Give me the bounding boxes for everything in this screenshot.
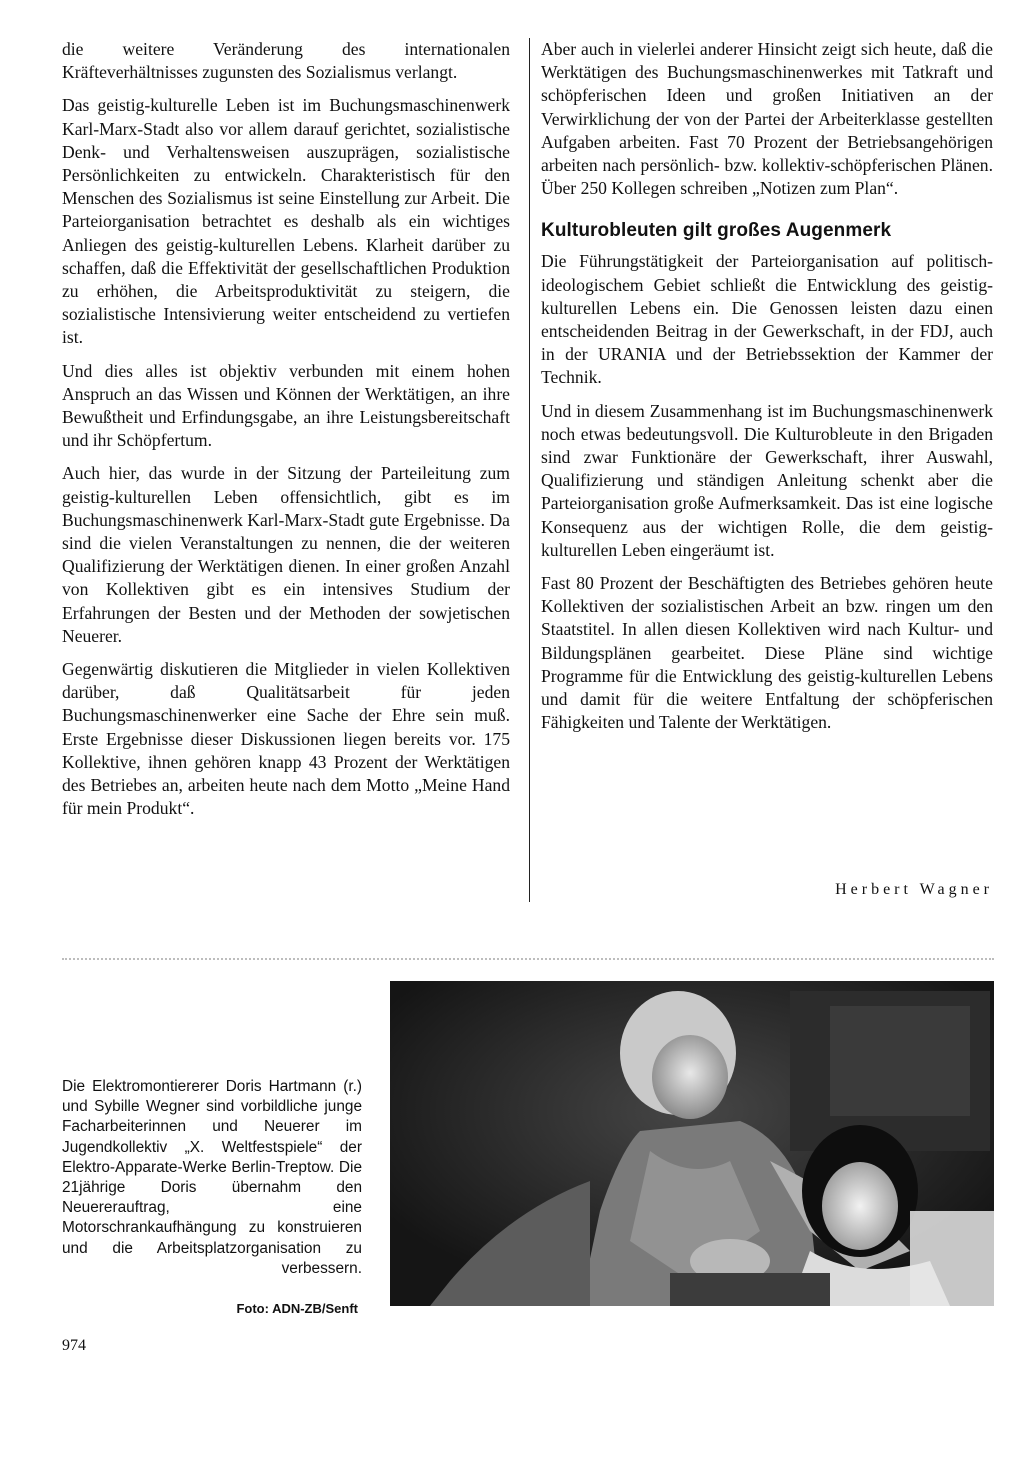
paragraph: Und in diesem Zusammenhang ist im Buchungsmaschinenwerk noch etwas bedeutungsvoll. Die Kulturobleute in den Brigaden sind zwar Funktionäre der Gewerkschaft, ihrer Auswahl, Qualifizierung und ständigen Anleitung schenkt aber die Parteiorganisation große Aufmerksamkeit. Das ist eine logische Konsequenz aus der wichtigen Rolle, die dem geistig-kulturellen Leben eingeräumt ist. — [541, 400, 993, 560]
photo-caption: Die Elektromontiererer Doris Hartmann (r.) und Sybille Wegner sind vorbildliche junge Facharbeiterinnen und Neuerer im Jugendkollektiv „X. Weltfestspiele“ der Elektro-Apparate-Werke Berlin-Treptow. Die 21jährige Doris übernahm den Neuererauftrag, eine Motorschrankaufhängung zu konstruieren und die Arbeitsplatzorganisation zu verbessern. — [62, 1078, 362, 1277]
article-left-column — [62, 38, 510, 821]
author-signature: Herbert Wagner — [835, 881, 993, 898]
photo-credit: Foto: ADN-ZB/Senft — [236, 1301, 358, 1316]
page-number: 974 — [62, 1337, 86, 1354]
paragraph: die weitere Veränderung des internationalen Kräfteverhältnisses zugunsten des Sozialismus verlangt. — [62, 39, 510, 83]
paragraph: Und dies alles ist objektiv verbunden mit einem hohen Anspruch an das Wissen und Können der Werktätigen, an ihre Bewußtheit und Erfindungsgabe, an ihre Leistungsbereitschaft und ihr Schöpfertum. — [62, 360, 510, 451]
article-right-column — [541, 38, 993, 734]
paragraph: Aber auch in vielerlei anderer Hinsicht zeigt sich heute, daß die Werktätigen des Buchungsmaschinenwerkes mit Tatkraft und schöpferischen Ideen und großen Initiativen an der Verwirklichung der von der Partei der Arbeiterklasse gestellten Aufgaben arbeiten. Fast 70 Prozent der Betriebsangehörigen arbeiten nach persönlich- bzw. kollektiv-schöpferischen Plänen. Über 250 Kollegen schreiben „Notizen zum Plan“. — [541, 39, 993, 199]
column-divider — [529, 38, 530, 902]
photo-two-workers — [390, 981, 994, 1306]
section-divider — [62, 958, 994, 960]
paragraph: Das geistig-kulturelle Leben ist im Buchungsmaschinenwerk Karl-Marx-Stadt also vor allem darauf gerichtet, sozialistische Denk- und Verhaltensweisen auszuprägen, sozialistische Persönlichkeiten zu entwickeln. Charakteristisch für den Menschen des Sozialismus ist seine Einstellung zur Arbeit. Die Parteiorganisation betrachtet es deshalb als ein wichtiges Anliegen des geistig-kulturellen Lebens. Klarheit darüber zu schaffen, daß die Effektivität der gesellschaftlichen Produktion zu erhöhen, die Arbeitsproduktivität zu steigern, die sozialistische Intensivierung weiter entscheidend zu vertiefen ist. — [62, 95, 510, 348]
paragraph: Die Führungstätigkeit der Parteiorganisation auf politisch-ideologischem Gebiet schließt die Entwicklung des geistig-kulturellen Lebens ein. Die Genossen leisten dazu einen entscheidenden Beitrag in der Gewerkschaft, in der FDJ, auch in der URANIA und der Betriebssektion der Kammer der Technik. — [541, 251, 993, 388]
paragraph: Fast 80 Prozent der Beschäftigten des Betriebes gehören heute Kollektiven der sozialistischen Arbeit an bzw. ringen um den Staatstitel. In allen diesen Kollektiven wird nach Kultur- und Bildungsplänen gearbeitet. Diese Pläne sind wichtige Programme für die Entwicklung des geistig-kulturellen Lebens und damit für die weitere Entfaltung der schöpferischen Fähigkeiten und Talente der Werktätigen. — [541, 573, 993, 733]
section-heading: Kulturobleuten gilt großes Augenmerk — [541, 220, 892, 242]
paragraph: Auch hier, das wurde in der Sitzung der Parteileitung zum geistig-kulturellen Leben offensichtlich, gibt es im Buchungsmaschinenwerk Karl-Marx-Stadt gute Ergebnisse. Da sind die vielen Veranstaltungen zu nennen, die der weiteren Qualifizierung der Werktätigen dienen. In einer großen Anzahl von Kollektiven gibt es ein intensives Studium der Erfahrungen der Besten und der Methoden der sowjetischen Neuerer. — [62, 463, 510, 646]
paragraph: Gegenwärtig diskutieren die Mitglieder in vielen Kollektiven darüber, daß Qualitätsarbeit für jeden Buchungsmaschinenwerker eine Sache der Ehre sein muß. Erste Ergebnisse dieser Diskussionen liegen bereits vor. 175 Kollektive, ihnen gehören knapp 43 Prozent der Werktätigen des Betriebes an, arbeiten heute nach dem Motto „Meine Hand für mein Produkt“. — [62, 659, 510, 819]
photo-illustration — [390, 981, 994, 1306]
